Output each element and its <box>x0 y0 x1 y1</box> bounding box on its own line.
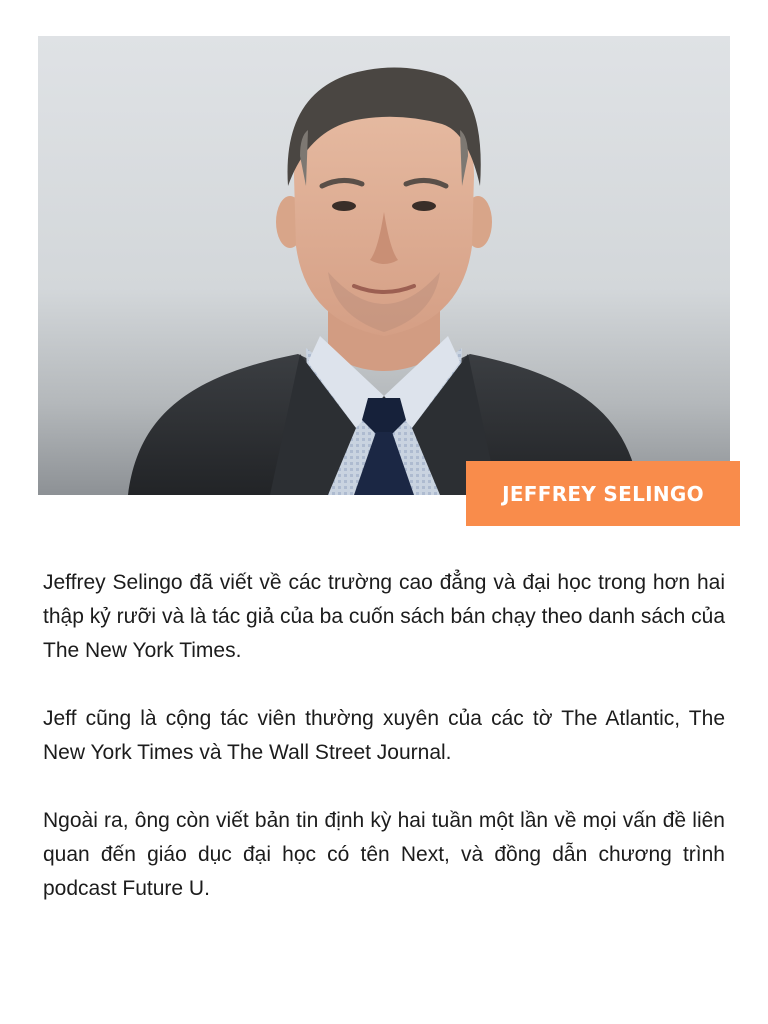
bio-section <box>43 566 725 940</box>
name-label-badge <box>466 461 740 526</box>
bio-paragraph: Jeff cũng là cộng tác viên thường xuyên của các tờ The Atlantic, The New York Times và The Wall Street Journal. <box>43 707 725 764</box>
bio-paragraph: Ngoài ra, ông còn viết bản tin định kỳ hai tuần một lần về mọi vấn đề liên quan đến giáo dục đại học có tên Next, và đồng dẫn chương trình podcast Future U. <box>43 809 725 900</box>
person-name: JEFFREY SELINGO <box>502 481 704 506</box>
bio-paragraph: Jeffrey Selingo đã viết về các trường cao đẳng và đại học trong hơn hai thập kỷ rưỡi và là tác giả của ba cuốn sách bán chạy theo danh sách của The New York Times. <box>43 571 725 662</box>
portrait-photo <box>38 36 730 495</box>
portrait-illustration <box>38 36 730 495</box>
